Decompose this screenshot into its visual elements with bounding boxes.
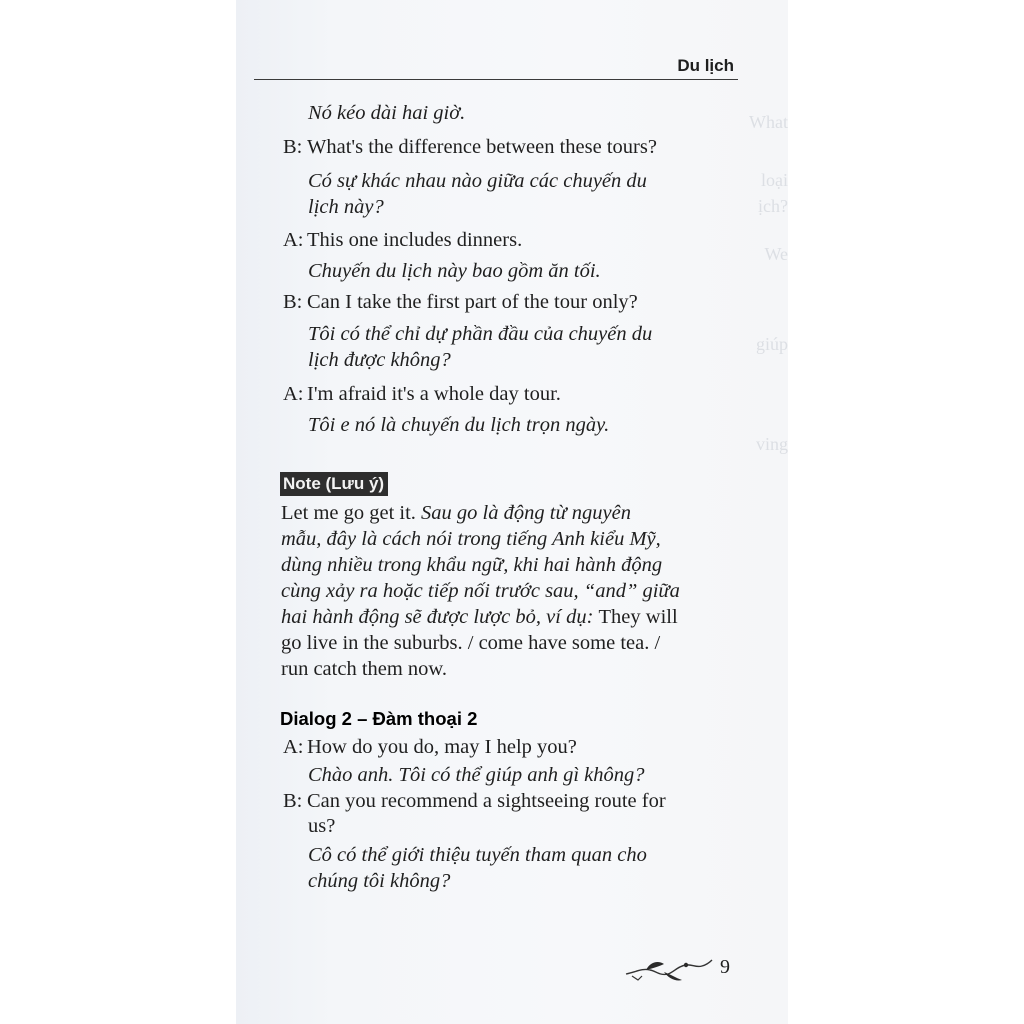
dialog-line-text: I'm afraid it's a whole day tour. — [307, 383, 561, 405]
note-text: Sau go là động từ nguyên — [421, 502, 631, 524]
speaker-label: B: — [283, 790, 303, 812]
dialog-line-text: Can I take the first part of the tour only? — [307, 291, 638, 313]
note-line: go live in the suburbs. / come have some tea. / — [281, 632, 661, 654]
section-heading: Dialog 2 – Đàm thoại 2 — [280, 708, 478, 729]
bleed-through-text: What — [749, 112, 788, 132]
dialog-line — [283, 788, 666, 814]
note-line: dùng nhiều trong khẩu ngữ, khi hai hành động — [281, 554, 663, 576]
dialog-line-translation: Tôi có thể chỉ dự phần đầu của chuyến du — [308, 323, 653, 345]
speaker-label: A: — [283, 383, 304, 405]
bleed-through-text: ving — [755, 434, 788, 454]
bleed-through-text: ịch? — [758, 196, 788, 216]
dialog-line-text: How do you do, may I help you? — [307, 736, 577, 758]
speaker-label: B: — [283, 291, 303, 313]
dialog-line-text: This one includes dinners. — [307, 229, 523, 251]
note-line — [281, 604, 678, 630]
note-line: run catch them now. — [281, 658, 448, 680]
dialog-line-translation: chúng tôi không? — [308, 870, 451, 892]
dialog-line — [283, 381, 561, 407]
dialog-line-translation: Tôi e nó là chuyến du lịch trọn ngày. — [308, 414, 610, 436]
note-text: Let me go get it. — [281, 502, 422, 524]
note-line — [281, 500, 631, 526]
dialog-line — [283, 134, 657, 160]
note-line: mẫu, đây là cách nói trong tiếng Anh kiểu Mỹ, — [281, 528, 661, 550]
note-text: hai hành động sẽ được lược bỏ, ví dụ: — [281, 606, 599, 628]
note-text: They will — [598, 606, 678, 628]
bleed-through-text: loại — [761, 170, 788, 190]
note-label: Note (Lưu ý) — [280, 472, 388, 496]
running-header-title: Du lịch — [677, 56, 734, 75]
dialog-line — [283, 289, 638, 315]
book-page — [236, 0, 788, 1024]
bleed-through-text: giúp — [755, 334, 788, 354]
speaker-label: A: — [283, 736, 304, 758]
header-rule — [254, 79, 738, 80]
bird-ornament-icon — [624, 952, 714, 986]
speaker-label: B: — [283, 136, 303, 158]
page-number: 9 — [720, 956, 730, 978]
dialog-line-translation: lịch này? — [308, 196, 384, 218]
dialog-line-text: us? — [308, 815, 336, 837]
dialog-line-text: Can you recommend a sightseeing route for — [307, 790, 666, 812]
dialog-line-text: What's the difference between these tours? — [307, 136, 657, 158]
speaker-label: A: — [283, 229, 304, 251]
dialog-line-translation: lịch được không? — [308, 349, 451, 371]
dialog-line-translation: Chuyến du lịch này bao gồm ăn tối. — [308, 260, 601, 282]
bleed-through-text: We — [764, 244, 788, 264]
note-line: cùng xảy ra hoặc tiếp nối trước sau, “and” giữa — [281, 580, 680, 602]
dialog-line-translation: Nó kéo dài hai giờ. — [308, 102, 466, 124]
dialog-line-translation: Cô có thể giới thiệu tuyến tham quan cho — [308, 844, 647, 866]
dialog-line-translation: Chào anh. Tôi có thể giúp anh gì không? — [308, 764, 645, 786]
dialog-line — [283, 227, 522, 253]
dialog-line — [283, 734, 577, 760]
dialog-line-translation: Có sự khác nhau nào giữa các chuyến du — [308, 170, 647, 192]
